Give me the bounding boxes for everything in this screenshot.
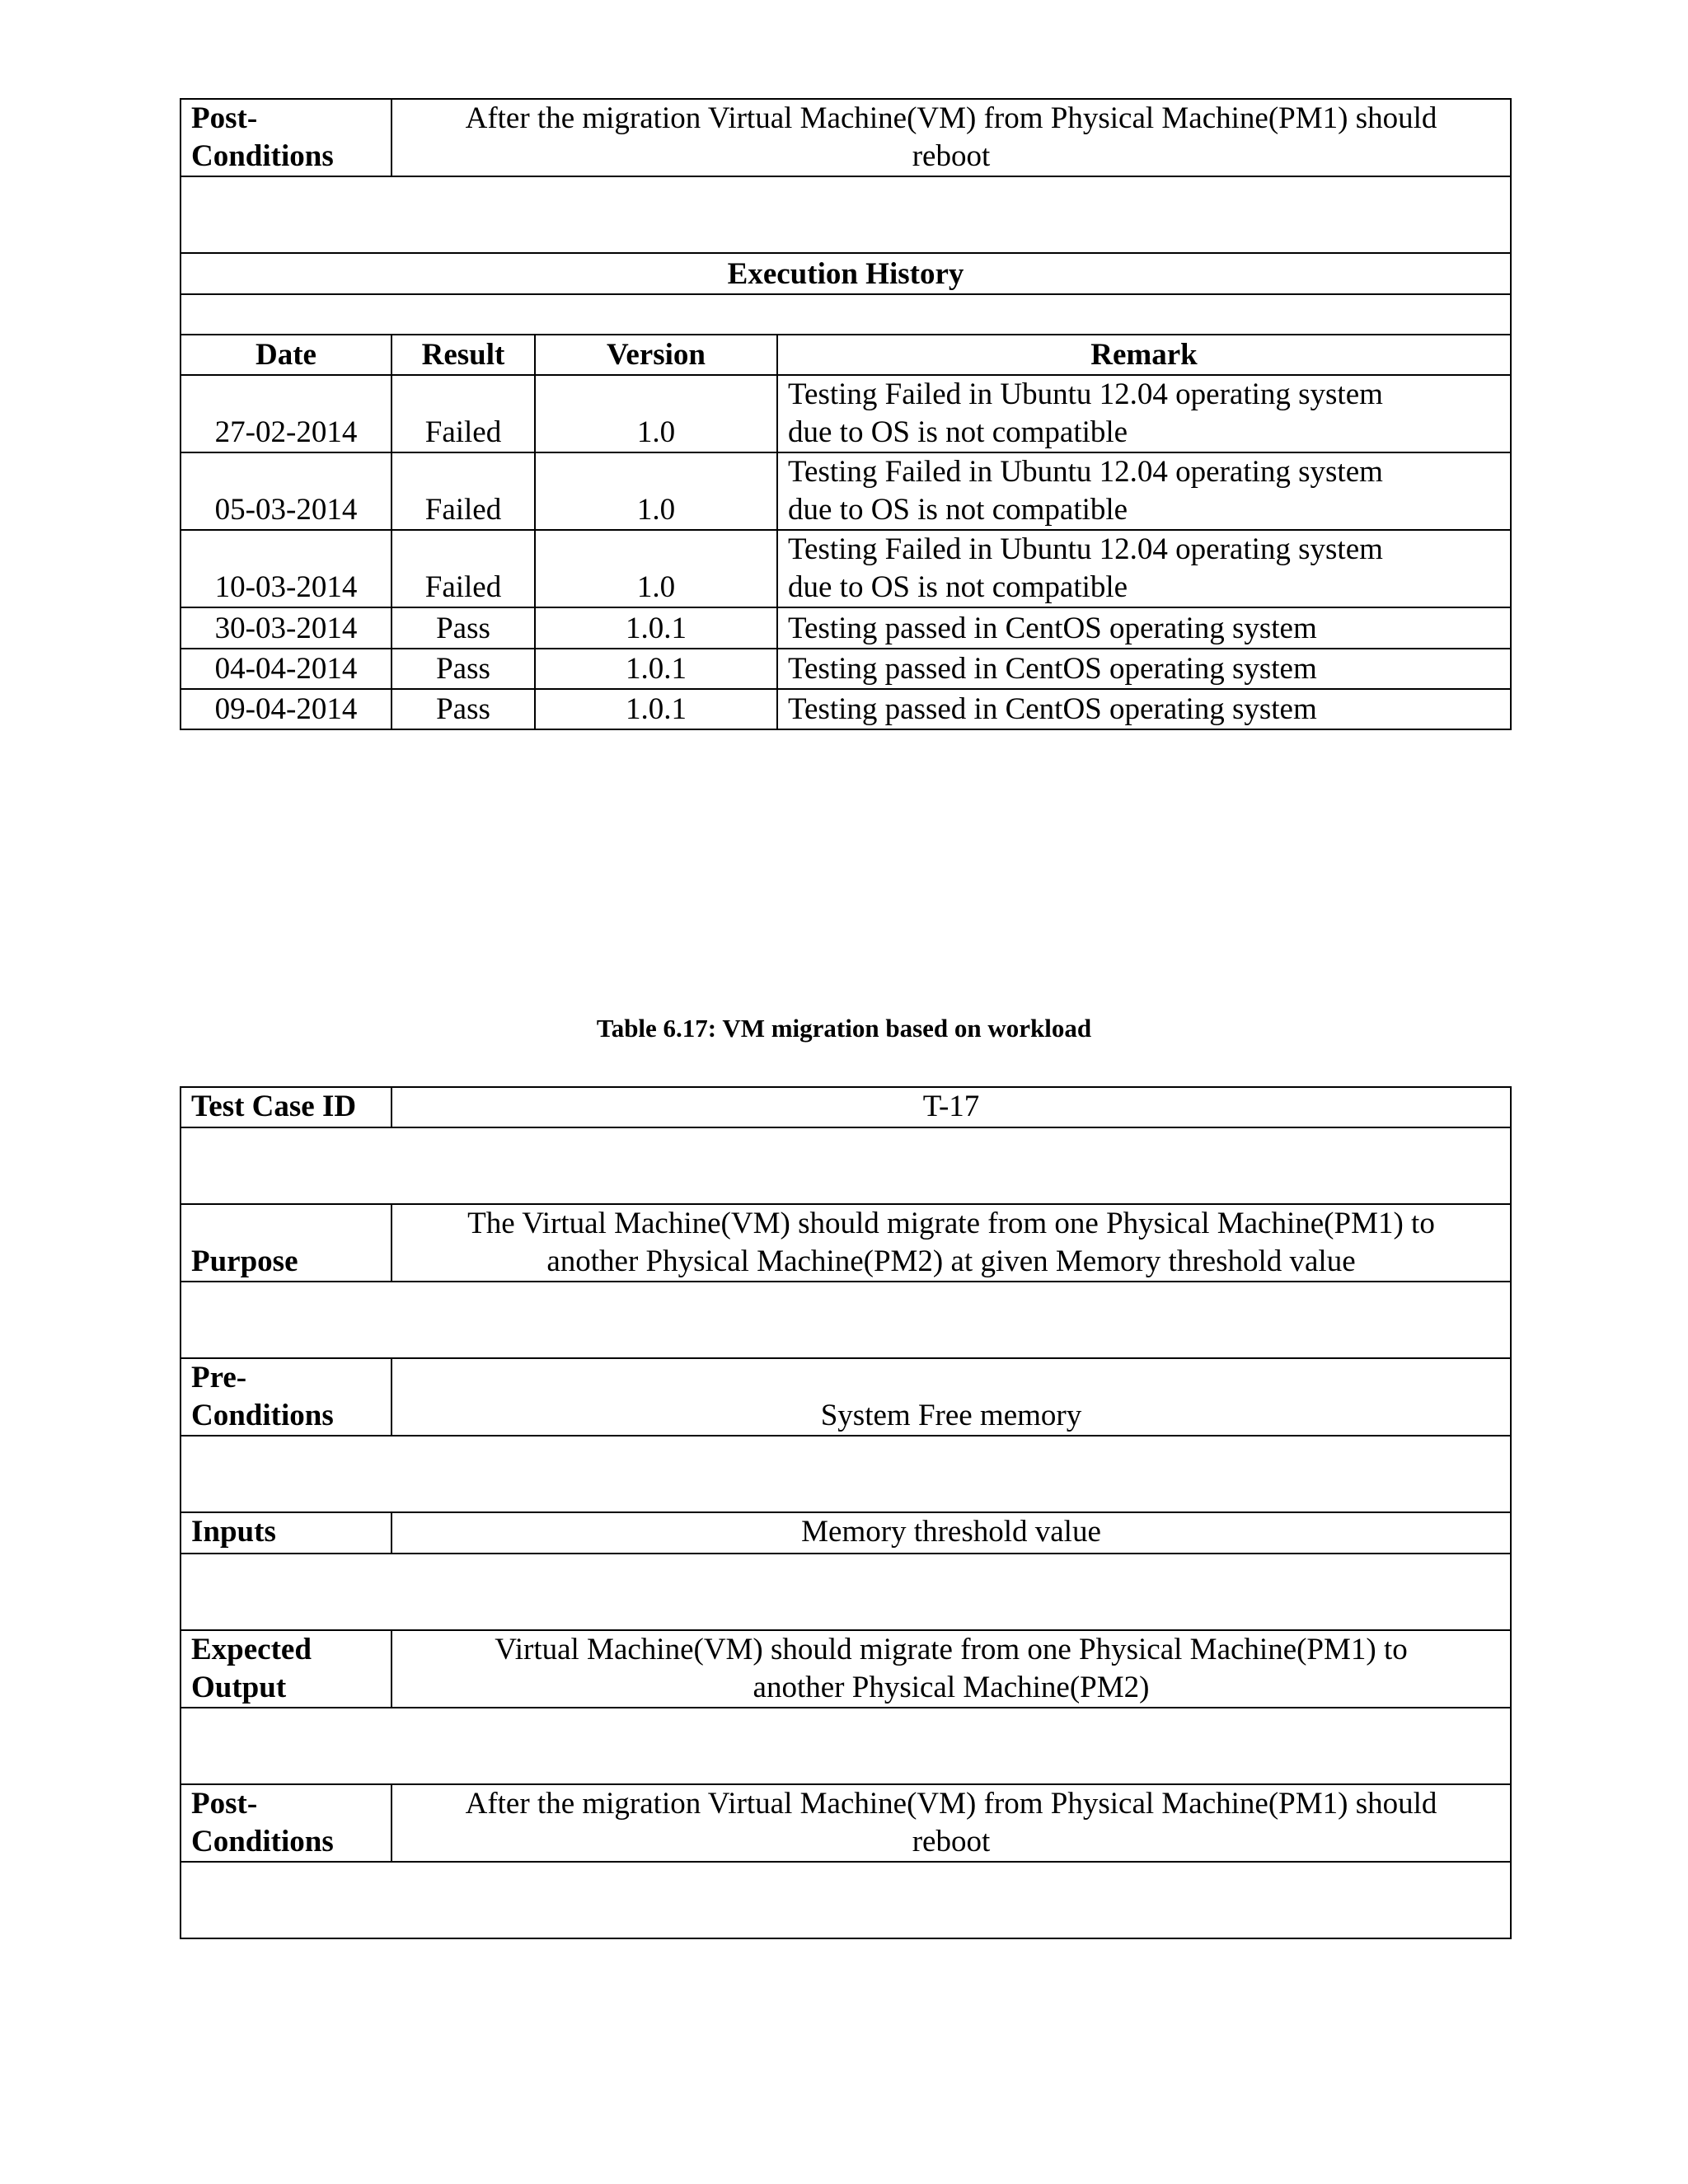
spacer-row: [181, 294, 1511, 335]
expected-output-value-line2: another Physical Machine(PM2): [753, 1671, 1150, 1704]
post-conditions-label-line1: Post-: [191, 1787, 258, 1821]
table-row: [181, 649, 1511, 689]
execution-history-table: [180, 98, 1512, 730]
post-conditions-row: [181, 1784, 1511, 1862]
expected-output-label-line2: Output: [191, 1671, 287, 1704]
row-result: Pass: [392, 689, 535, 729]
row-remark: [777, 689, 1511, 729]
post-conditions-value: [392, 99, 1511, 176]
spacer-row: [181, 1282, 1511, 1358]
row-remark-line1: Testing Failed in Ubuntu 12.04 operating system: [788, 455, 1383, 489]
row-result: Failed: [392, 530, 535, 607]
post-conditions-label: [181, 99, 392, 176]
row-result: Pass: [392, 649, 535, 689]
expected-output-row: [181, 1630, 1511, 1708]
table-caption: Table 6.17: VM migration based on workload: [596, 1014, 1092, 1043]
test-case-id-label: Test Case ID: [181, 1087, 392, 1127]
empty-cell: [181, 1708, 1511, 1784]
inputs-row: [181, 1512, 1511, 1554]
expected-output-label: [181, 1630, 392, 1708]
pre-conditions-label-line2: Conditions: [191, 1399, 334, 1432]
post-conditions-label-line1: Post-: [191, 101, 258, 135]
inputs-label: Inputs: [181, 1512, 392, 1554]
table-row: [181, 689, 1511, 729]
row-version: 1.0.1: [535, 607, 777, 649]
row-remark: [777, 452, 1511, 530]
post-conditions-value-line1: After the migration Virtual Machine(VM) from Physical Machine(PM1) should: [465, 1787, 1437, 1821]
expected-output-value-line1: Virtual Machine(VM) should migrate from one Physical Machine(PM1) to: [495, 1633, 1408, 1666]
row-remark-line1: Testing passed in CentOS operating system: [788, 692, 1317, 726]
row-version: 1.0: [535, 452, 777, 530]
purpose-label: Purpose: [181, 1204, 392, 1282]
row-date: 05-03-2014: [181, 452, 392, 530]
column-header-row: [181, 335, 1511, 375]
column-header-version: Version: [535, 335, 777, 375]
expected-output-label-line1: Expected: [191, 1633, 312, 1666]
post-conditions-label-line2: Conditions: [191, 139, 334, 173]
empty-cell: [181, 1127, 1511, 1204]
row-remark: [777, 530, 1511, 607]
spacer-row: [181, 1554, 1511, 1630]
row-remark-line2: due to OS is not compatible: [788, 493, 1128, 527]
spacer-row: [181, 1862, 1511, 1938]
column-header-remark: Remark: [777, 335, 1511, 375]
row-date: 27-02-2014: [181, 375, 392, 452]
execution-history-title-row: [181, 253, 1511, 294]
pre-conditions-row: [181, 1358, 1511, 1436]
pre-conditions-label-line1: Pre-: [191, 1361, 247, 1394]
post-conditions-label-line2: Conditions: [191, 1825, 334, 1858]
row-version: 1.0.1: [535, 649, 777, 689]
spacer-row: [181, 1127, 1511, 1204]
empty-cell: [181, 176, 1511, 253]
post-conditions-label: [181, 1784, 392, 1862]
table-row: [181, 607, 1511, 649]
post-conditions-value-line2: reboot: [912, 1825, 991, 1858]
pre-conditions-label: [181, 1358, 392, 1436]
row-version: 1.0.1: [535, 689, 777, 729]
row-remark-line1: Testing passed in CentOS operating system: [788, 652, 1317, 686]
row-date: 10-03-2014: [181, 530, 392, 607]
column-header-date: Date: [181, 335, 392, 375]
purpose-value-line2: another Physical Machine(PM2) at given Memory threshold value: [546, 1244, 1356, 1278]
empty-cell: [181, 1862, 1511, 1938]
row-remark-line1: Testing passed in CentOS operating system: [788, 612, 1317, 645]
spacer-row: [181, 1436, 1511, 1512]
spacer-row: [181, 176, 1511, 253]
empty-cell: [181, 294, 1511, 335]
row-date: 30-03-2014: [181, 607, 392, 649]
empty-cell: [181, 1282, 1511, 1358]
row-remark: [777, 375, 1511, 452]
test-case-id-row: [181, 1087, 1511, 1127]
purpose-row: [181, 1204, 1511, 1282]
row-version: 1.0: [535, 530, 777, 607]
inputs-value: Memory threshold value: [392, 1512, 1511, 1554]
purpose-value-line1: The Virtual Machine(VM) should migrate from one Physical Machine(PM1) to: [467, 1207, 1435, 1240]
post-conditions-value-line1: After the migration Virtual Machine(VM) from Physical Machine(PM1) should: [465, 101, 1437, 135]
table-row: [181, 452, 1511, 530]
spacer-row: [181, 1708, 1511, 1784]
empty-cell: [181, 1554, 1511, 1630]
purpose-value: [392, 1204, 1511, 1282]
execution-history-title: Execution History: [181, 253, 1511, 294]
row-remark-line2: due to OS is not compatible: [788, 415, 1128, 449]
row-date: 09-04-2014: [181, 689, 392, 729]
row-remark: [777, 649, 1511, 689]
post-conditions-value: [392, 1784, 1511, 1862]
table-row: [181, 375, 1511, 452]
test-case-table: [180, 1086, 1512, 1939]
pre-conditions-value: System Free memory: [392, 1358, 1511, 1436]
empty-cell: [181, 1436, 1511, 1512]
post-conditions-row: [181, 99, 1511, 176]
row-remark: [777, 607, 1511, 649]
row-result: Failed: [392, 452, 535, 530]
table-row: [181, 530, 1511, 607]
row-remark-line2: due to OS is not compatible: [788, 570, 1128, 604]
expected-output-value: [392, 1630, 1511, 1708]
row-version: 1.0: [535, 375, 777, 452]
row-result: Pass: [392, 607, 535, 649]
post-conditions-value-line2: reboot: [912, 139, 991, 173]
test-case-id-value: T-17: [392, 1087, 1511, 1127]
column-header-result: Result: [392, 335, 535, 375]
row-remark-line1: Testing Failed in Ubuntu 12.04 operating system: [788, 532, 1383, 566]
row-result: Failed: [392, 375, 535, 452]
row-remark-line1: Testing Failed in Ubuntu 12.04 operating system: [788, 377, 1383, 411]
row-date: 04-04-2014: [181, 649, 392, 689]
